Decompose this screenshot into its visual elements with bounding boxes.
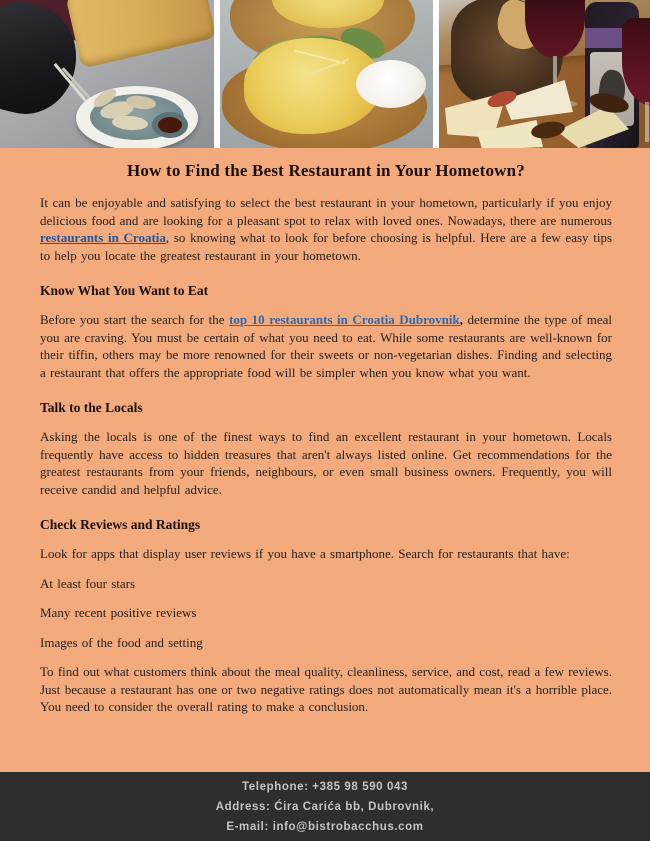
top-10-restaurants-link[interactable]: top 10 restaurants in Croatia Dubrovnik — [229, 312, 460, 327]
intro-paragraph — [40, 194, 612, 264]
poached-egg — [356, 60, 426, 108]
footer — [0, 772, 650, 841]
footer-email: E-mail: info@bistrobacchus.com — [226, 820, 424, 833]
link-suffix-comma: , — [459, 312, 464, 327]
know-what-text-pre: Before you start the search for the — [40, 312, 230, 327]
talk-to-locals-paragraph: Asking the locals is one of the finest ways to find an excellent restaurant in your hometown. Locals frequently have access to hidden treasures that aren't always listed online. Get recommendations for the greatest restaurants from your friends, neighbours, or even small business owners. Frequently, you will receive candid and helpful advice. — [40, 429, 612, 497]
check-reviews-paragraph: Look for apps that display user reviews if you have a smartphone. Search for restaurants that have: — [40, 546, 570, 561]
section-heading-know-what-you-want-to-eat: Know What You Want to Eat — [40, 283, 209, 298]
reviews-closing-paragraph: To find out what customers think about the meal quality, cleanliness, service, and cost, read a few reviews. Just because a restaurant has one or two negative ratings does not automatically mean it's a horrible place. You need to consider the overall rating to make a conclusion. — [40, 664, 612, 714]
footer-telephone: Telephone: +385 98 590 043 — [242, 780, 408, 793]
article — [0, 148, 650, 772]
footer-address: Address: Ćira Carića bb, Dubrovnik, — [215, 800, 435, 813]
section-heading-check-reviews-and-ratings: Check Reviews and Ratings — [40, 517, 201, 532]
intro-text-pre: It can be enjoyable and satisfying to select the best restaurant in your hometown, particularly if you enjoy delicious food and are looking for a pleasant spot to relax with loved ones. Nowadays, there are numerous — [40, 195, 612, 228]
chef-plating-photo — [0, 0, 214, 148]
wooden-cutting-board — [65, 0, 214, 69]
header-photo-strip — [0, 0, 650, 148]
eggs-benedict-photo — [220, 0, 433, 148]
page-title: How to Find the Best Restaurant in Your Hometown? — [127, 161, 525, 180]
know-what-paragraph — [40, 311, 612, 381]
wine-glass-stem — [645, 102, 649, 142]
dipping-sauce — [158, 117, 182, 133]
restaurants-in-croatia-link[interactable]: restaurants in Croatia — [40, 230, 166, 245]
know-what-text-post: determine the type of meal you are craving. You must be certain of what you need to eat. While some restaurants are well-known for their tiffin, others may be more renowned for their sweets or non-vegetarian dishes. Finding and selecting a restaurant that offers the appropriate food will be simpler when you know what you want. — [40, 312, 612, 380]
section-heading-talk-to-the-locals: Talk to the Locals — [40, 400, 143, 415]
criteria-item-positive-reviews: Many recent positive reviews — [40, 605, 197, 620]
criteria-item-food-images: Images of the food and setting — [40, 634, 203, 650]
intro-text-post: , so knowing what to look for before choosing is helpful. Here are a few easy tips to help you locate the greatest restaurant in your hometown. — [40, 230, 613, 263]
cheese-and-wine-board-photo — [439, 0, 650, 148]
criteria-item-four-stars: At least four stars — [40, 575, 136, 591]
